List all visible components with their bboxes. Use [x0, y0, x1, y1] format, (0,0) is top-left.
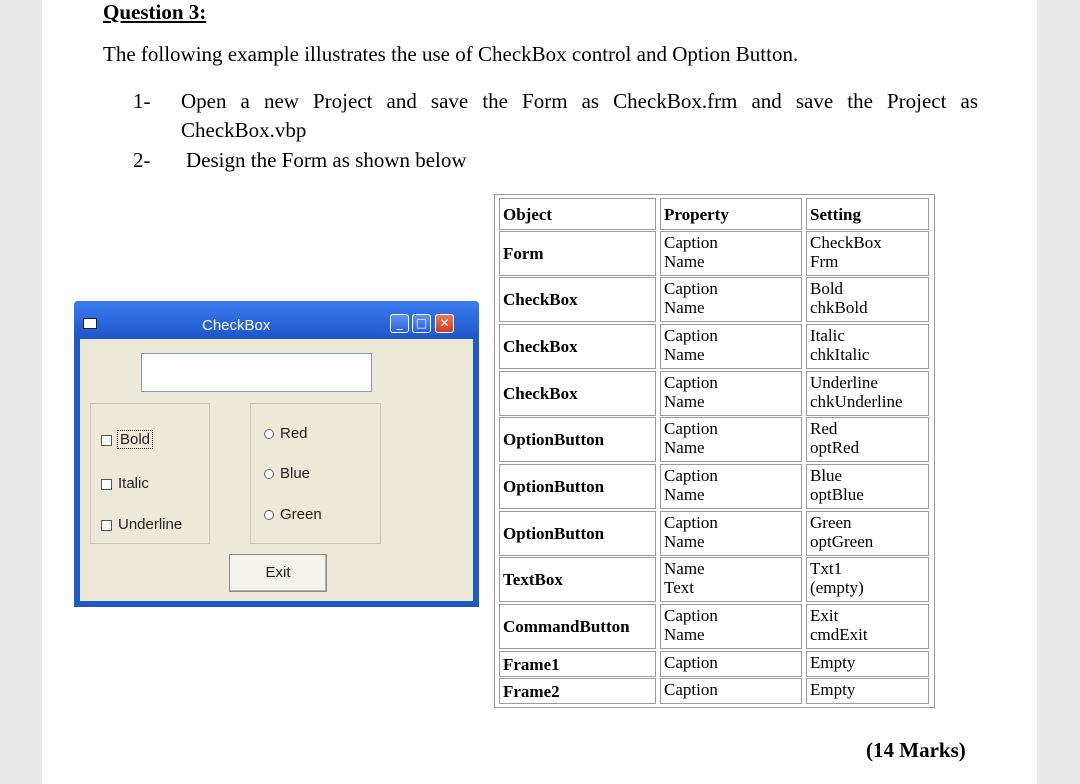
- table-object-cell: Frame2: [499, 678, 656, 704]
- checkbox-box: [101, 520, 112, 531]
- table-object-cell: CommandButton: [499, 604, 656, 649]
- table-object-cell: CheckBox: [499, 277, 656, 322]
- checkbox-box: [101, 435, 112, 446]
- table-object-cell: Frame1: [499, 651, 656, 677]
- radio-circle: [264, 469, 274, 479]
- checkbox-italic[interactable]: [101, 475, 149, 492]
- checkbox-bold[interactable]: [101, 431, 152, 448]
- form-client-area: [80, 339, 473, 601]
- table-object-cell: OptionButton: [499, 511, 656, 556]
- marks-label: (14 Marks): [866, 738, 966, 762]
- table-property-cell: Caption Name: [660, 324, 802, 369]
- table-header-cell: Object: [499, 198, 656, 230]
- step-number: 2-: [133, 148, 151, 172]
- table-property-cell: Caption: [660, 651, 802, 677]
- table-object-cell: CheckBox: [499, 371, 656, 416]
- table-property-cell: Name Text: [660, 557, 802, 602]
- form-window: [74, 301, 479, 607]
- table-property-cell: Caption Name: [660, 417, 802, 462]
- table-object-cell: OptionButton: [499, 464, 656, 509]
- table-property-cell: Caption Name: [660, 277, 802, 322]
- table-property-cell: Caption Name: [660, 464, 802, 509]
- option-blue[interactable]: [264, 465, 310, 482]
- table-property-cell: Caption Name: [660, 371, 802, 416]
- table-setting-cell: CheckBox Frm: [806, 231, 929, 276]
- maximize-button[interactable]: □: [412, 314, 431, 333]
- table-setting-cell: Bold chkBold: [806, 277, 929, 322]
- table-setting-cell: Underline chkUnderline: [806, 371, 929, 416]
- table-setting-cell: Exit cmdExit: [806, 604, 929, 649]
- checkbox-box: [101, 479, 112, 490]
- checkbox-label: Italic: [118, 475, 149, 492]
- table-object-cell: CheckBox: [499, 324, 656, 369]
- table-header-cell: Property: [660, 198, 802, 230]
- table-setting-cell: Italic chkItalic: [806, 324, 929, 369]
- table-property-cell: Caption: [660, 678, 802, 704]
- txt1-textbox[interactable]: [141, 353, 372, 392]
- option-label: Red: [280, 425, 308, 442]
- table-setting-cell: Blue optBlue: [806, 464, 929, 509]
- minimize-button[interactable]: _: [390, 314, 409, 333]
- window-titlebar[interactable]: [74, 301, 479, 339]
- close-button[interactable]: ✕: [435, 314, 454, 333]
- table-setting-cell: Empty: [806, 651, 929, 677]
- checkbox-underline[interactable]: [101, 516, 182, 533]
- checkbox-label: Underline: [118, 516, 183, 533]
- exit-button[interactable]: Exit: [229, 554, 327, 592]
- table-header-cell: Setting: [806, 198, 929, 230]
- window-title: CheckBox: [202, 317, 271, 334]
- table-setting-cell: Red optRed: [806, 417, 929, 462]
- table-property-cell: Caption Name: [660, 511, 802, 556]
- step-2: [133, 146, 733, 176]
- radio-circle: [264, 510, 274, 520]
- option-label: Blue: [280, 465, 311, 482]
- table-setting-cell: Txt1 (empty): [806, 557, 929, 602]
- table-setting-cell: Empty: [806, 678, 929, 704]
- table-object-cell: Form: [499, 231, 656, 276]
- option-green[interactable]: [264, 506, 322, 523]
- radio-circle: [264, 429, 274, 439]
- form-app-icon: [83, 318, 97, 329]
- option-label: Green: [280, 506, 322, 523]
- table-property-cell: Caption Name: [660, 604, 802, 649]
- option-red[interactable]: [264, 425, 308, 442]
- step-1: [133, 87, 978, 147]
- table-object-cell: OptionButton: [499, 417, 656, 462]
- intro-text: The following example illustrates the use of CheckBox control and Option Button.: [103, 42, 799, 66]
- properties-table: [494, 194, 935, 708]
- step-number: 1-: [133, 89, 151, 113]
- question-heading: Question 3:: [103, 0, 207, 24]
- table-property-cell: Caption Name: [660, 231, 802, 276]
- step-text: Open a new Project and save the Form as CheckBox.frm and save the Project as CheckBox.vbp: [181, 89, 978, 142]
- table-setting-cell: Green optGreen: [806, 511, 929, 556]
- checkbox-label: Bold: [120, 431, 151, 448]
- step-text: Design the Form as shown below: [186, 148, 467, 172]
- table-object-cell: TextBox: [499, 557, 656, 602]
